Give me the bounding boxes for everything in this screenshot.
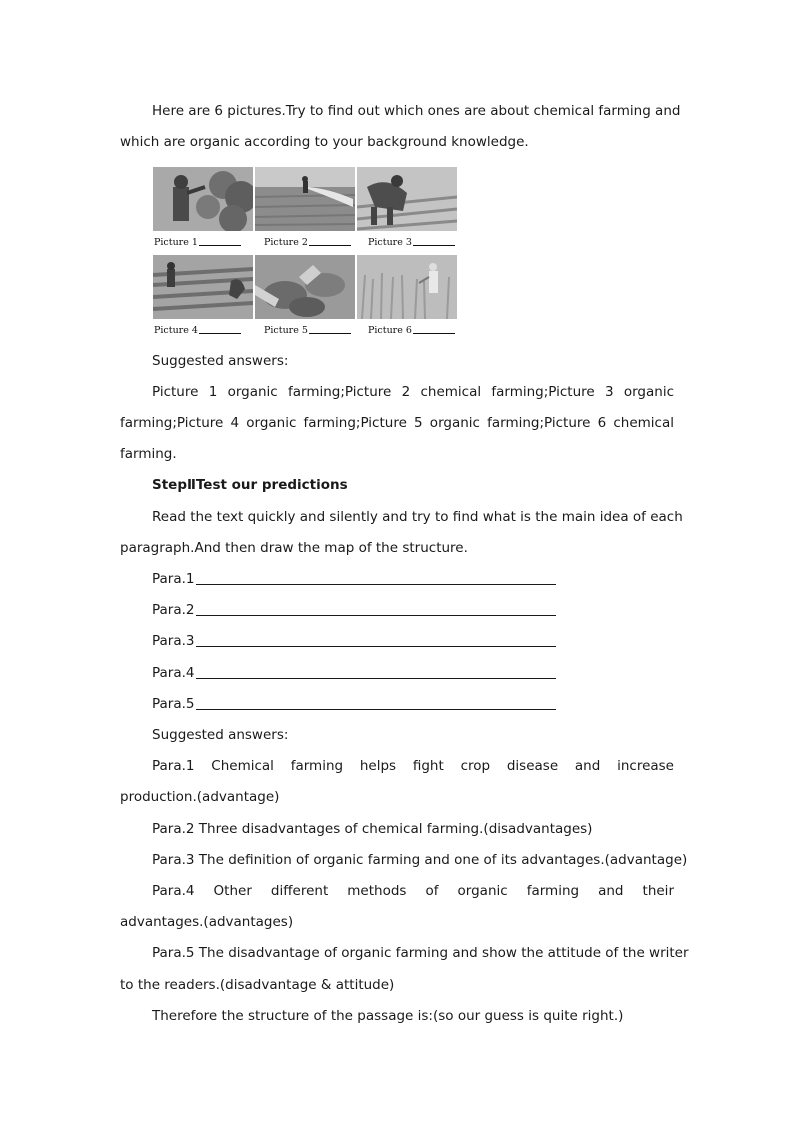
answer-para-1-line-2: production.(advantage) — [120, 789, 280, 805]
picture-6-caption: Picture 6 — [368, 324, 455, 336]
step-2-instruction-1: Read the text quickly and silently and try to find what is the main idea of each — [152, 509, 683, 525]
suggested-answer-line-3: farming. — [120, 446, 177, 462]
answer-para-4-line-2: advantages.(advantages) — [120, 914, 294, 930]
answer-line-2[interactable] — [196, 601, 556, 616]
answer-para-5-line-1: Para.5 The disadvantage of organic farming and show the attitude of the writer — [152, 945, 689, 961]
suggested-answer-line-1: Picture 1 organic farming;Picture 2 chemical farming;Picture 3 organic — [152, 384, 674, 400]
answer-para-5-line-2: to the readers.(disadvantage & attitude) — [120, 977, 395, 993]
answer-line-3[interactable] — [196, 632, 556, 647]
step-2-instruction-2: paragraph.And then draw the map of the structure. — [120, 540, 468, 556]
picture-3-image — [357, 167, 457, 231]
answer-line-1[interactable] — [196, 570, 556, 585]
para-blank-1: Para.1 — [120, 564, 674, 595]
picture-3-caption: Picture 3 — [368, 236, 455, 248]
answer-line-4[interactable] — [196, 664, 556, 679]
answer-para-2: Para.2 Three disadvantages of chemical farming.(disadvantages) — [152, 821, 593, 837]
picture-2-image — [255, 167, 355, 231]
suggested-answers-label-1: Suggested answers: — [152, 353, 289, 369]
picture-1-caption: Picture 1 — [154, 236, 241, 248]
para-blank-4: Para.4 — [120, 658, 674, 689]
answer-para-1-line-1: Para.1 Chemical farming helps fight crop disease and increase — [152, 758, 674, 774]
para-blank-3: Para.3 — [120, 626, 674, 657]
step-2-heading: StepⅡTest our predictions — [152, 477, 348, 493]
answer-para-3: Para.3 The definition of organic farming and one of its advantages.(advantage) — [152, 852, 688, 868]
para-blank-2: Para.2 — [120, 595, 674, 626]
suggested-answers-label-2: Suggested answers: — [152, 727, 289, 743]
suggested-answer-line-2: farming;Picture 4 organic farming;Picture 5 organic farming;Picture 6 chemical — [120, 415, 674, 431]
intro-line-1: Here are 6 pictures.Try to find out which ones are about chemical farming and — [152, 103, 681, 119]
intro-line-2: which are organic according to your background knowledge. — [120, 134, 529, 150]
picture-2-caption: Picture 2 — [264, 236, 351, 248]
para-blank-5: Para.5 — [120, 689, 674, 720]
picture-6-image — [357, 255, 457, 319]
picture-grid — [153, 167, 455, 339]
picture-5-caption: Picture 5 — [264, 324, 351, 336]
picture-4-image — [153, 255, 253, 319]
picture-1-image — [153, 167, 253, 231]
answer-line-5[interactable] — [196, 695, 556, 710]
answer-para-4-line-1: Para.4 Other different methods of organic farming and their — [152, 883, 674, 899]
picture-4-caption: Picture 4 — [154, 324, 241, 336]
picture-5-image — [255, 255, 355, 319]
structure-conclusion: Therefore the structure of the passage is:(so our guess is quite right.) — [152, 1008, 624, 1024]
